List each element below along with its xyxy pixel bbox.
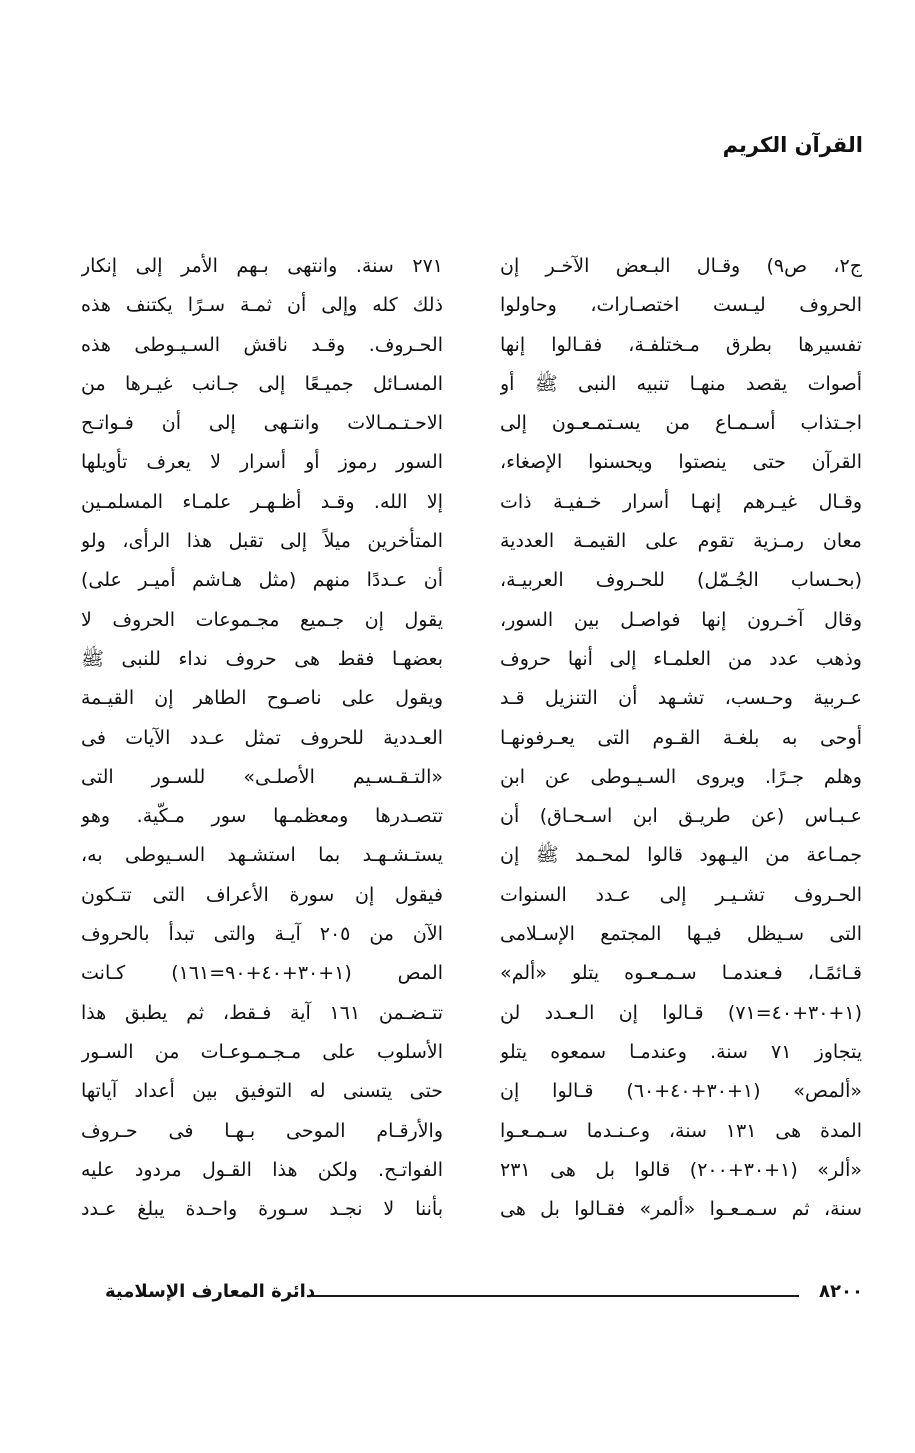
- text-line: الحروف ليـست اختصـارات، وحاولوا: [500, 294, 862, 317]
- text-line: ذلك كله وإلى أن ثمـة سـرًا يكتنف هذه: [81, 294, 443, 317]
- text-line: يستـشـهـد بما استشـهد السـيوطى به،: [81, 844, 443, 867]
- text-line: وذهب عدد من العلمـاء إلى أنها حروف: [500, 647, 862, 670]
- text-line: ٢٧١ سنة. وانتهى بـهم الأمر إلى إنكار: [81, 255, 443, 277]
- text-line: أن عـددًا منهم (مثل هـاشم أميـر على): [81, 569, 443, 592]
- text-line: فيقول إن سورة الأعراف التى تتـكون: [81, 883, 443, 906]
- text-line: والأرقـام الموحى بـهـا فى حـروف: [81, 1119, 443, 1142]
- text-line: (١+٣٠+٤٠=٧١) قـالوا إن الـعـدد لن: [500, 1001, 862, 1024]
- text-line: بعضهـا فقط هى حروف نداء للنبى ﷺ: [81, 647, 443, 670]
- journal-title: دائرة المعارف الإسلامية: [105, 1281, 316, 1302]
- text-line: معان رمـزية تقوم على القيمـة العددية: [500, 530, 862, 553]
- text-line: الحـروف. وقـد ناقش السـيـوطى هذه: [81, 333, 443, 356]
- text-line: العـددية للحروف تمثل عـدد الآيات فى: [81, 726, 443, 749]
- text-line: تتـضـمن ١٦١ آية فـقط، ثم يطبق هذا: [81, 1001, 443, 1024]
- text-line: القرآن حتى ينصتوا ويحسنوا الإصغاء،: [500, 451, 862, 474]
- text-line: (بحـساب الجُـمّل) للحـروف العربيـة،: [500, 569, 862, 592]
- text-column-left: [81, 247, 443, 1229]
- text-line: جمـاعة من اليـهود قالوا لمحـمد ﷺ إن: [500, 844, 862, 867]
- text-line: السور رموز أو أسرار لا يعرف تأويلها: [81, 451, 443, 474]
- text-line: يقول إن جـميع مجـموعات الحروف لا: [81, 608, 443, 631]
- page-footer: [0, 1281, 915, 1311]
- text-line: حتى يتسنى له التوفيق بين أعداد آياتها: [81, 1080, 443, 1103]
- text-line: وقـال غيـرهم إنهـا أسرار خـفيـة ذات: [500, 490, 862, 513]
- text-line: الفواتـح. ولكن هذا القـول مردود عليه: [81, 1158, 443, 1181]
- text-line: «ألر» (١+٣٠+٢٠٠) قالوا بل هى ٢٣١: [500, 1158, 862, 1181]
- text-line: قـائمًـا، فـعندمـا سـمـعـوه يتلو «ألم»: [500, 962, 862, 985]
- text-line: الآن من ٢٠٥ آيـة والتى تبدأ بالحروف: [81, 923, 443, 946]
- text-line: المص (١+٣٠+٤٠+٩٠=١٦١) كـانت: [81, 962, 443, 985]
- text-line: بأننا لا نجـد سـورة واحـدة يبلغ عـدد: [81, 1198, 443, 1221]
- page-number: ٨٢٠٠: [819, 1281, 863, 1302]
- text-line: وقال آخـرون إنها فواصـل بين السور،: [500, 608, 862, 631]
- text-line: التى سـيظل فيـها المجتمع الإسـلامى: [500, 923, 862, 946]
- text-line: تتصـدرها ومعظمـها سور مـكّية. وهو: [81, 805, 443, 828]
- text-line: يتجاوز ٧١ سنة. وعندمـا سمعوه يتلو: [500, 1040, 862, 1063]
- text-line: ويقول على ناصـوح الطاهر إن القيـمة: [81, 687, 443, 710]
- text-line: أصوات يقصد منهـا تنبيه النبى ﷺ أو: [500, 372, 862, 395]
- text-line: سنة، ثم سـمـعـوا «ألمر» فقـالوا بل هى: [500, 1198, 862, 1221]
- footer-rule: [312, 1295, 799, 1297]
- text-line: «التـقـسـيم الأصلـى» للسـور التى: [81, 765, 443, 788]
- text-line: المسـائل جميـعًا إلى جـانب غيـرها من: [81, 372, 443, 395]
- text-line: اجـتذاب أسـمـاع من يسـتمـعـون إلى: [500, 412, 862, 435]
- text-line: الحـروف تشـيـر إلى عـدد السنوات: [500, 883, 862, 906]
- text-line: ج٢، ص٩) وقـال البـعض الآخـر إن: [500, 255, 862, 277]
- text-line: أوحى به بلغـة القـوم التى يعـرفونهـا: [500, 726, 862, 749]
- text-line: المدة هى ١٣١ سنة، وعـنـدما سـمـعـوا: [500, 1119, 862, 1142]
- text-line: عـبـاس (عن طريـق ابن اسـحـاق) أن: [500, 805, 862, 828]
- text-line: عـربية وحـسب، تشـهد أن التنزيل قـد: [500, 687, 862, 710]
- text-line: إلا الله. وقـد أظـهـر علمـاء المسلمـين: [81, 490, 443, 513]
- text-column-right: [500, 247, 862, 1229]
- text-line: الأسلوب على مـجـمـوعـات من السـور: [81, 1040, 443, 1063]
- text-line: وهلم جـرًا. ويروى السـيـوطى عن ابن: [500, 765, 862, 788]
- text-line: تفسيرها بطرق مـختلفـة، فقـالوا إنها: [500, 333, 862, 356]
- running-header-title: القرآن الكريم: [722, 133, 863, 157]
- text-line: «ألمص» (١+٣٠+٤٠+٦٠) قـالوا إن: [500, 1080, 862, 1103]
- text-line: الاحـتـمـالات وانتـهى إلى أن فـواتـح: [81, 412, 443, 435]
- text-line: المتأخرين ميلاً إلى تقبل هذا الرأى، ولو: [81, 530, 443, 553]
